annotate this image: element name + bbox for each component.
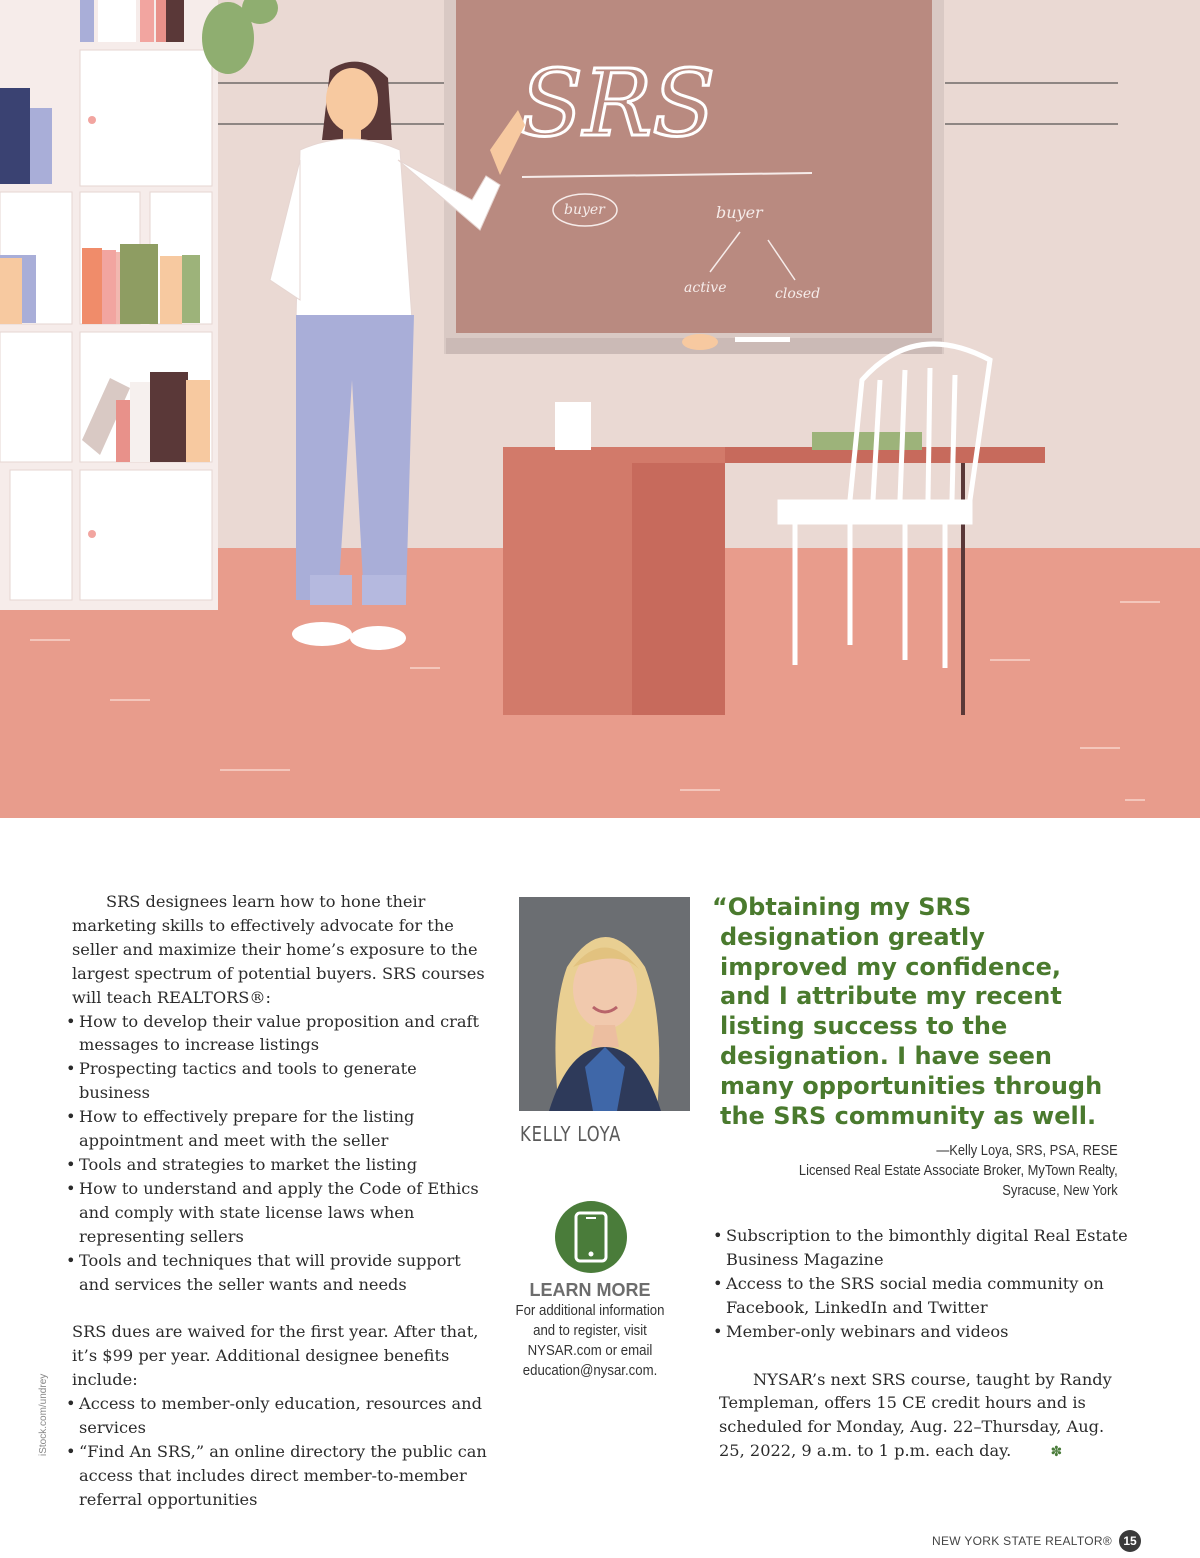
svg-text:active: active [684, 280, 727, 296]
end-mark-icon: ✽ [1050, 1444, 1063, 1461]
list-item: • How to understand and apply the Code of Ethics and comply with state license laws when representing sellers [62, 1177, 492, 1249]
svg-text:SRS: SRS [520, 50, 716, 157]
attribution-title: Licensed Real Estate Associate Broker, MyTown Realty, [799, 1162, 1118, 1179]
quote-line: designation greatly [720, 922, 985, 951]
quote-attribution [799, 1141, 1118, 1201]
pull-quote [712, 893, 1142, 1131]
list-item: • How to effectively prepare for the listing appointment and meet with the seller [62, 1105, 492, 1153]
page-number: 15 [1119, 1530, 1141, 1552]
attribution-name: —Kelly Loya, SRS, PSA, RESE [936, 1142, 1118, 1159]
quote-line: listing success to the [720, 1012, 1008, 1041]
list-item: • Prospecting tactics and tools to generate business [62, 1057, 492, 1105]
svg-text:buyer: buyer [564, 202, 605, 218]
list-item: • Subscription to the bimonthly digital Real Estate Business Magazine [709, 1224, 1129, 1272]
body-column-right [709, 1224, 1129, 1465]
learn-more-heading: LEARN MORE [529, 1280, 651, 1300]
srs-course-topics-list [62, 1010, 492, 1297]
quote-line: and I attribute my recent [720, 982, 1062, 1011]
quote-line: many opportunities through [720, 1071, 1103, 1100]
quote-line: improved my confidence, [720, 952, 1061, 981]
svg-text:closed: closed [775, 286, 821, 302]
photo-caption: KELLY LOYA [520, 1122, 622, 1146]
body-column-left [62, 890, 492, 1512]
list-item: • “Find An SRS,” an online directory the public can access that includes direct member-to-member referral opportunities [62, 1440, 492, 1512]
smartphone-icon [555, 1201, 627, 1273]
quote-line: designation. I have seen [720, 1041, 1052, 1070]
list-item: • Tools and techniques that will provide support and services the seller wants and needs [62, 1249, 492, 1297]
image-credit: iStock.com/undrey [38, 1373, 49, 1456]
list-item: • Access to member-only education, resources and services [62, 1392, 492, 1440]
publication-name: NEW YORK STATE REALTOR® [932, 1534, 1112, 1548]
designee-benefits-list-continued [709, 1224, 1129, 1344]
next-course-paragraph [709, 1368, 1129, 1466]
kelly-loya-portrait [519, 897, 690, 1111]
quote-line: the SRS community as well. [720, 1101, 1097, 1130]
learn-more-text: For additional information and to register, visit NYSAR.com or email education@nysar.com. [515, 1302, 665, 1379]
quote-line: “Obtaining my SRS [712, 893, 972, 921]
designee-benefits-list [62, 1392, 492, 1512]
list-item: • How to develop their value proposition and craft messages to increase listings [62, 1010, 492, 1058]
svg-text:buyer: buyer [716, 203, 763, 222]
next-course-text: NYSAR’s next SRS course, taught by Randy Templeman, offers 15 CE credit hours and is scheduled for Monday, Aug. 22–Thursday, Aug. 25, 2022, 9 a.m. to 1 p.m. each day. [719, 1369, 1112, 1461]
attribution-location: Syracuse, New York [1002, 1182, 1118, 1199]
dues-paragraph: SRS dues are waived for the first year. After that, it’s $99 per year. Additional designee benefits include: [72, 1322, 479, 1390]
chalkboard [444, 0, 944, 354]
list-item: • Access to the SRS social media community on Facebook, LinkedIn and Twitter [709, 1272, 1129, 1320]
list-item: • Tools and strategies to market the listing [62, 1153, 492, 1177]
intro-paragraph: SRS designees learn how to hone their marketing skills to effectively advocate for the seller and maximize their home’s exposure to the largest spectrum of potential buyers. SRS courses will teach REALTORS®: [72, 892, 485, 1007]
list-item: • Member-only webinars and videos [709, 1320, 1129, 1344]
